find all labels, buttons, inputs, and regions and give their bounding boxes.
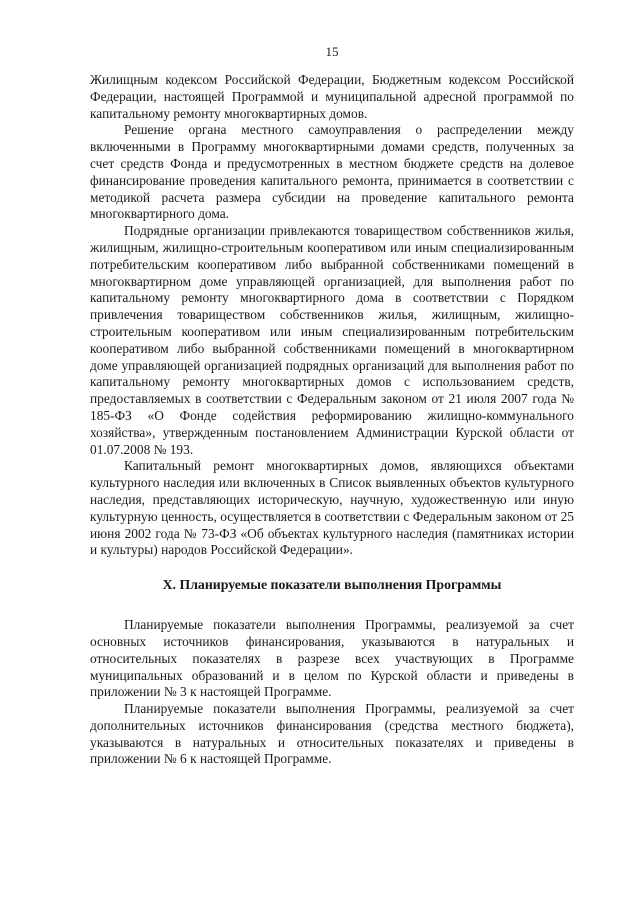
paragraph-6: Планируемые показатели выполнения Программы, реализуемой за счет дополнительных источников финансирования (средства местного бюджета), указываются в натуральных и относительных показателях и приведены в приложении № 6 к настоящей Программе. — [90, 701, 574, 767]
paragraph-5: Планируемые показатели выполнения Программы, реализуемой за счет основных источников финансирования, указываются в натуральных и относительных показателях в разрезе всех участвующих в Программе муниципальных образований и в целом по Курской области и приведены в приложении № 3 к настоящей Программе. — [90, 617, 574, 700]
paragraph-1: Жилищным кодексом Российской Федерации, Бюджетным кодексом Российской Федерации, настоящей Программой и муниципальной адресной программой по капитальному ремонту многоквартирных домов. — [90, 72, 574, 121]
paragraph-3: Подрядные организации привлекаются товариществом собственников жилья, жилищным, жилищно-строительным кооперативом или иным специализированным потребительским кооперативом либо выбранной собственниками помещений в многоквартирном доме управляющей организацией, для выполнения работ по капитальному ремонту многоквартирного дома в соответствии с Порядком привлечения товариществом собственников жилья, жилищным, жилищно-строительным кооперативом или иным специализированным потребительским кооперативом либо выбранной собственниками помещений в многоквартирном доме управляющей организацией подрядных организаций для выполнения работ по капитальному ремонту многоквартирных домов с использованием средств, предоставляемых в соответствии с Федеральным законом от 21 июля 2007 года № 185-ФЗ «О Фонде содействия реформированию жилищно-коммунального хозяйства», утвержденным постановлением Администрации Курской области от 01.07.2008 № 193. — [90, 223, 574, 457]
section-title: X. Планируемые показатели выполнения Программы — [162, 577, 502, 593]
page-number: 15 — [325, 44, 339, 59]
paragraph-4: Капитальный ремонт многоквартирных домов, являющихся объектами культурного наследия или включенных в Список выявленных объектов культурного наследия, представляющих историческую, научную, художественную или иную культурную ценность, осуществляется в соответствии с Федеральным законом от 25 июня 2002 года № 73-ФЗ «Об объектах культурного наследия (памятниках истории и культуры) народов Российской Федерации». — [90, 458, 574, 558]
paragraph-2: Решение органа местного самоуправления о распределении между включенными в Программу многоквартирными домами средств, полученных за счет средств Фонда и предусмотренных в местном бюджете средств на долевое финансирование проведения капитального ремонта, принимается в соответствии с методикой расчета размера субсидии на проведение капитального ремонта многоквартирного дома. — [90, 122, 574, 222]
